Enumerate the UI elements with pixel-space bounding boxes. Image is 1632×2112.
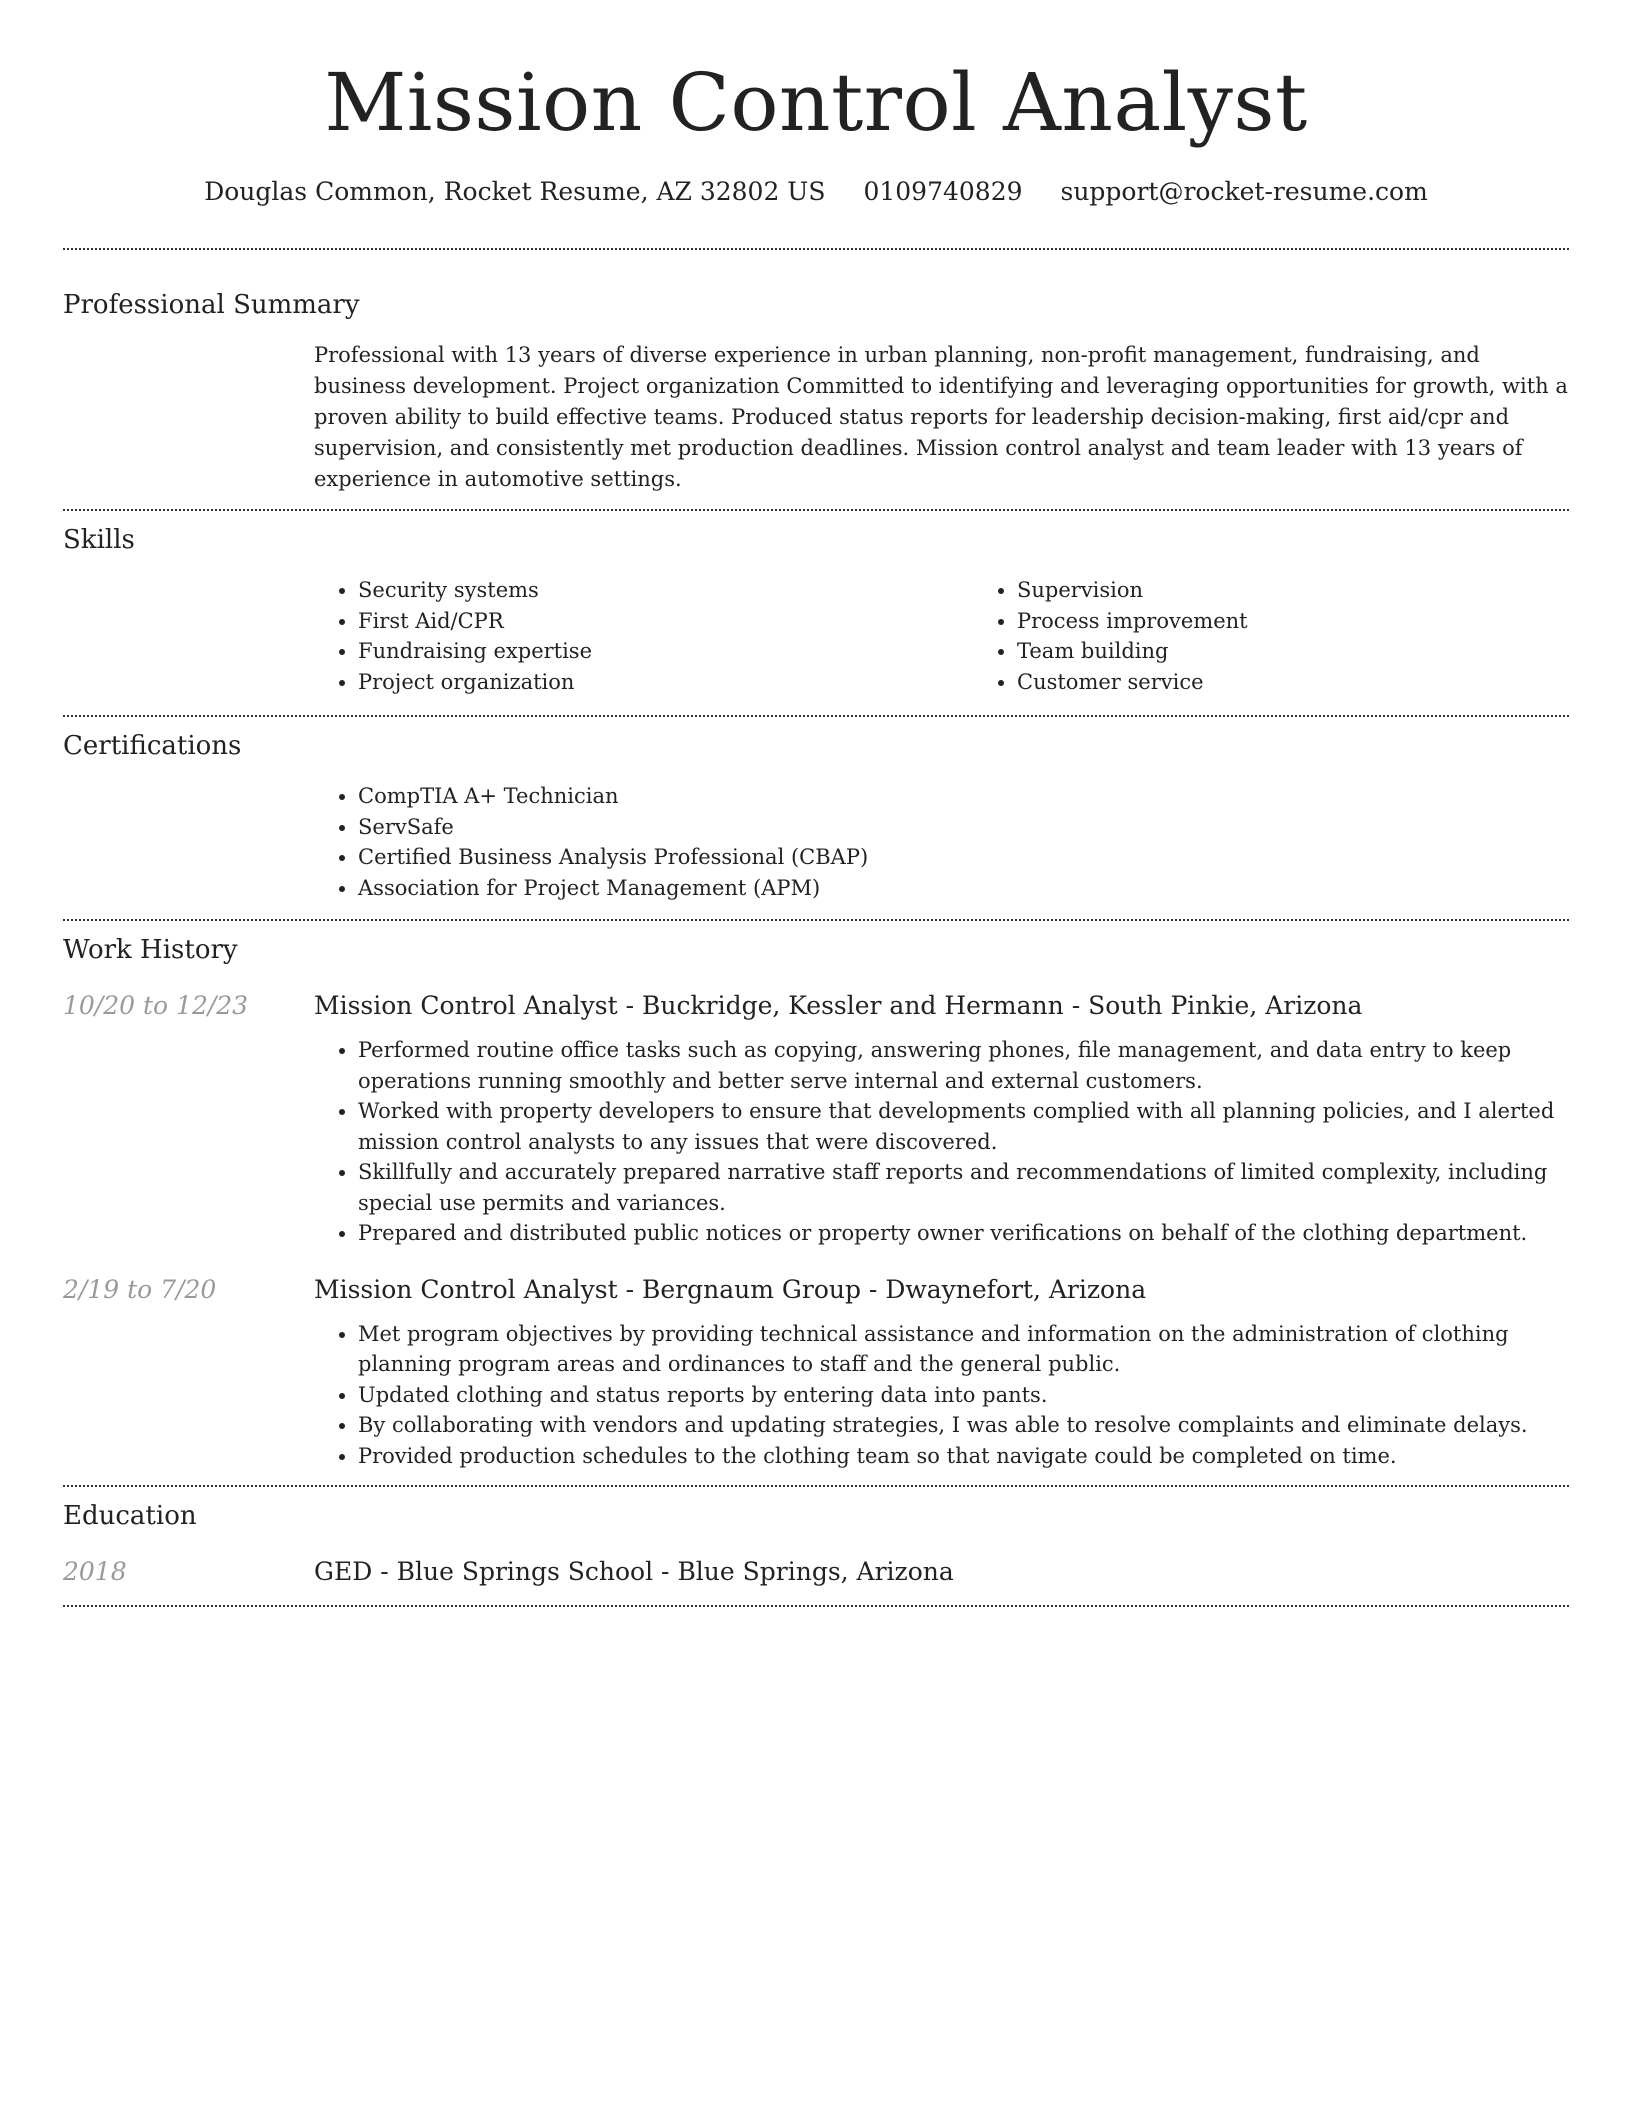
contact-line	[63, 174, 1569, 210]
job-bullet: • Worked with property developers to ensure that developments complied with all planning policies, and I alerted mission control analysts to any issues that were discovered.	[358, 1096, 1569, 1157]
summary-text: Professional with 13 years of diverse experience in urban planning, non-profit management, fundraising, and business development. Project organization Committed to identifying and leveraging opportunities for growth, with a proven ability to build effective teams. Produced status reports for leadership decision-making, first aid/cpr and supervision, and consistently met production deadlines. Mission control analyst and team leader with 13 years of experience in automotive settings.	[314, 343, 1568, 491]
section-divider	[63, 1605, 1569, 1607]
resume-name: Mission Control Analyst	[324, 56, 1308, 149]
education-date: 2018	[63, 1557, 127, 1586]
skill-item: • First Aid/CPR	[358, 606, 973, 637]
job-bullets	[314, 1319, 1569, 1472]
contact-email: support@rocket-resume.com	[1060, 177, 1428, 206]
job-heading: Mission Control Analyst - Bergnaum Group - Dwaynefort, Arizona	[314, 1274, 1147, 1304]
education-heading: GED - Blue Springs School - Blue Springs, Arizona	[314, 1557, 954, 1586]
job-bullet: • Met program objectives by providing technical assistance and information on the administration of clothing planning program areas and ordinances to staff and the general public.	[358, 1319, 1569, 1380]
contact-phone: 0109740829	[863, 177, 1023, 206]
skill-item: • Fundraising expertise	[358, 636, 973, 667]
job-bullet: • Skillfully and accurately prepared narrative staff reports and recommendations of limited complexity, including special use permits and variances.	[358, 1157, 1569, 1218]
summary-title: Professional Summary	[63, 290, 360, 320]
certifications-list	[314, 781, 1569, 903]
certifications-section	[63, 717, 1569, 919]
job-bullet: • Performed routine office tasks such as copying, answering phones, file management, and data entry to keep operations running smoothly and better serve internal and external customers.	[358, 1035, 1569, 1096]
skill-item: • Team building	[1017, 636, 1632, 667]
skills-list-left	[314, 575, 973, 697]
skills-section	[63, 511, 1569, 715]
skill-item: • Process improvement	[1017, 606, 1632, 637]
education-section	[63, 1487, 1569, 1605]
certification-item: • Association for Project Management (APM)	[358, 873, 1569, 904]
skill-item: • Project organization	[358, 667, 973, 698]
education-title: Education	[63, 1501, 197, 1531]
work-history-section	[63, 921, 1569, 1485]
skill-item: • Customer service	[1017, 667, 1632, 698]
skills-list-right	[973, 575, 1632, 697]
skill-item: • Supervision	[1017, 575, 1632, 606]
education-entry	[63, 1555, 1569, 1589]
job-bullet: • Updated clothing and status reports by entering data into pants.	[358, 1380, 1569, 1411]
certifications-title: Certifications	[63, 731, 242, 761]
resume-header	[63, 0, 1569, 210]
job-bullet: • By collaborating with vendors and updating strategies, I was able to resolve complaints and eliminate delays.	[358, 1410, 1569, 1441]
job-bullet: • Provided production schedules to the clothing team so that navigate could be completed on time.	[358, 1441, 1569, 1472]
skill-item: • Security systems	[358, 575, 973, 606]
certification-item: • CompTIA A+ Technician	[358, 781, 1569, 812]
summary-section	[63, 250, 1569, 509]
job-date: 10/20 to 12/23	[63, 991, 249, 1020]
skills-title: Skills	[63, 525, 135, 555]
work-history-title: Work History	[63, 935, 238, 965]
job-heading: Mission Control Analyst - Buckridge, Kessler and Hermann - South Pinkie, Arizona	[314, 991, 1363, 1020]
job-bullets	[314, 1035, 1569, 1249]
job-entry	[63, 1273, 1569, 1472]
contact-address: Douglas Common, Rocket Resume, AZ 32802 US	[204, 177, 826, 206]
job-entry	[63, 989, 1569, 1249]
certification-item: • Certified Business Analysis Professional (CBAP)	[358, 842, 1569, 873]
certification-item: • ServSafe	[358, 812, 1569, 843]
job-bullet: • Prepared and distributed public notices or property owner verifications on behalf of the clothing department.	[358, 1218, 1569, 1249]
job-date: 2/19 to 7/20	[63, 1274, 217, 1304]
